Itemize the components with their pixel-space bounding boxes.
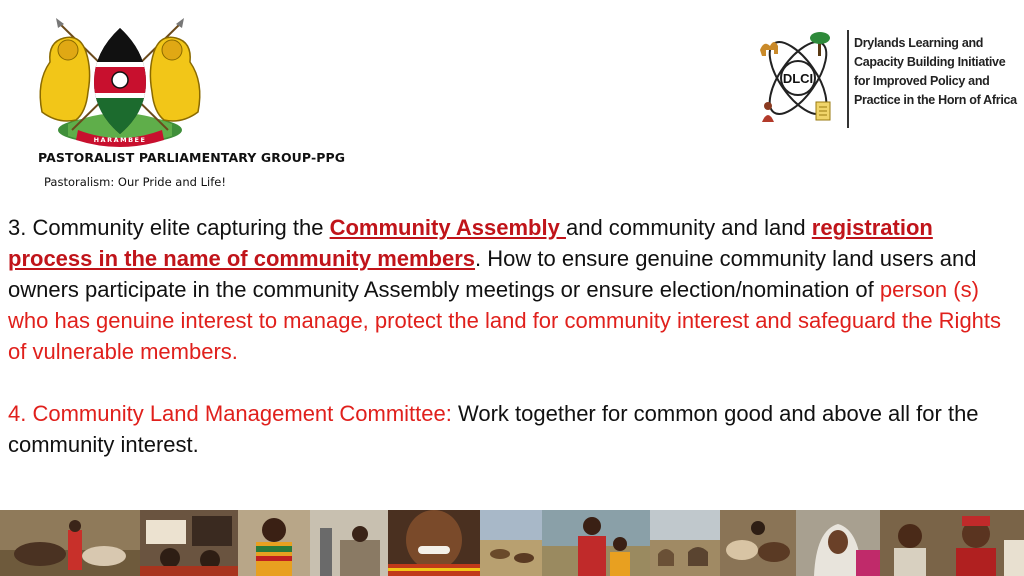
org-motto: Pastoralism: Our Pride and Life! bbox=[44, 175, 226, 189]
org-name: PASTORALIST PARLIAMENTARY GROUP-PPG bbox=[38, 150, 346, 165]
point-4 bbox=[8, 398, 1013, 460]
point-3 bbox=[8, 212, 1013, 367]
coat-of-arms-motto: HARAMBEE bbox=[93, 136, 147, 144]
elder-in-headscarf-photo-icon bbox=[796, 510, 880, 576]
herding-landscape-photo-icon bbox=[480, 510, 542, 576]
point-3-highlight: person (s) who has genuine interest to manage, protect the land for community interest and safeguard the Rights of vulnerable members. bbox=[8, 277, 1002, 364]
dlci-logo-text: DLCI bbox=[782, 71, 814, 86]
dlci-divider bbox=[847, 30, 849, 128]
smiling-man-photo-icon bbox=[388, 510, 480, 576]
village-camels-photo-icon bbox=[650, 510, 720, 576]
woman-with-beads-photo-icon bbox=[238, 510, 310, 576]
cattle-herder-photo-icon bbox=[0, 510, 140, 576]
dlci-tagline-line: Drylands Learning and bbox=[854, 36, 984, 50]
pastoralist-men-photo-icon bbox=[880, 510, 1024, 576]
slide-body bbox=[8, 212, 1013, 460]
community-assembly-link: Community Assembly bbox=[329, 215, 566, 240]
point-4-heading: 4. Community Land Management Committee: bbox=[8, 401, 452, 426]
water-point-photo-icon bbox=[310, 510, 388, 576]
livestock-market-photo-icon bbox=[720, 510, 796, 576]
point-4-body: Work together for common good and above all for the community interest. bbox=[8, 401, 979, 457]
dlci-tagline-line: Practice in the Horn of Africa bbox=[854, 93, 1017, 107]
woman-with-child-photo-icon bbox=[542, 510, 650, 576]
registration-process-link: registration process in the name of community members bbox=[8, 215, 933, 271]
dlci-tagline-line: for Improved Policy and bbox=[854, 74, 990, 88]
kenya-coat-of-arms-icon bbox=[28, 12, 212, 152]
point-3-mid: and community and land bbox=[565, 215, 812, 240]
point-3-middle: . How to ensure genuine community land users and owners participate in the community Assembly meetings or ensure election/nomination of bbox=[8, 246, 977, 302]
dlci-tagline-line: Capacity Building Initiative bbox=[854, 55, 1006, 69]
point-3-intro: 3. Community elite capturing the bbox=[8, 215, 330, 240]
dlci-tagline bbox=[854, 34, 1024, 110]
classroom-photo-icon bbox=[140, 510, 238, 576]
photo-strip bbox=[0, 510, 1024, 576]
dlci-logo-icon bbox=[752, 22, 844, 134]
